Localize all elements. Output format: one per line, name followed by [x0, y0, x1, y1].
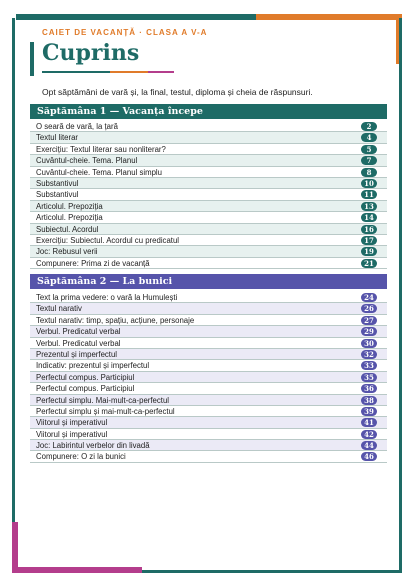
toc-entry-title: Viitorul și imperativul	[36, 418, 108, 428]
toc-entry-title: Cuvântul-cheie. Tema. Planul	[36, 156, 138, 166]
page-number-badge: 10	[361, 179, 377, 188]
toc-entry-title: Articolul. Prepoziția	[36, 201, 103, 211]
toc-entry-title: Perfectul simplu și mai-mult-ca-perfectul	[36, 406, 175, 416]
toc-entry[interactable]	[30, 303, 387, 314]
toc-entry[interactable]	[30, 121, 387, 132]
title-underline-orange	[110, 71, 148, 73]
toc-list-week-1	[30, 121, 387, 269]
frame-right-border	[399, 18, 402, 573]
page-number-badge: 35	[361, 373, 377, 382]
toc-entry[interactable]	[30, 155, 387, 166]
toc-entry-title: Verbul. Predicatul verbal	[36, 327, 121, 337]
intro-text: Opt săptămâni de vară și, la final, testul, diploma și cheia de răspunsuri.	[42, 87, 313, 97]
toc-entry-title: Verbul. Predicatul verbal	[36, 338, 121, 348]
page-number-badge: 11	[361, 190, 377, 199]
toc-list-week-2	[30, 292, 387, 463]
toc-entry-title: Subiectul. Acordul	[36, 224, 99, 234]
toc-entry[interactable]	[30, 235, 387, 246]
title-underline-teal	[42, 71, 110, 73]
toc-entry[interactable]	[30, 178, 387, 189]
page-number-badge: 30	[361, 339, 377, 348]
page-number-badge: 39	[361, 407, 377, 416]
toc-entry-title: Joc: Rebusul verii	[36, 247, 98, 257]
page-number-badge: 32	[361, 350, 377, 359]
page-number-badge: 27	[361, 316, 377, 325]
toc-entry-title: Viitorul și imperativul	[36, 429, 108, 439]
corner-magenta-bottom-vertical	[12, 522, 18, 573]
page-number-badge: 4	[361, 133, 377, 142]
toc-entry-title: Compunere: Prima zi de vacanță	[36, 258, 150, 268]
toc-entry-title: Perfectul compus. Participiul	[36, 384, 135, 394]
section-header-week-2: Săptămâna 2 — La bunici	[30, 274, 387, 289]
toc-entry[interactable]	[30, 189, 387, 200]
page-number-badge: 2	[361, 122, 377, 131]
page-number-badge: 13	[361, 202, 377, 211]
page-number-badge: 36	[361, 384, 377, 393]
toc-entry[interactable]	[30, 349, 387, 360]
toc-entry[interactable]	[30, 224, 387, 235]
toc-entry-title: Prezentul și imperfectul	[36, 349, 118, 359]
toc-entry[interactable]	[30, 201, 387, 212]
toc-entry[interactable]	[30, 167, 387, 178]
toc-entry-title: Perfectul compus. Participiul	[36, 372, 135, 382]
page-number-badge: 41	[361, 418, 377, 427]
frame-left-border	[12, 18, 15, 573]
toc-entry-title: Joc: Labirintul verbelor din livadă	[36, 441, 150, 451]
page-number-badge: 19	[361, 247, 377, 256]
toc-entry[interactable]	[30, 372, 387, 383]
page-number-badge: 26	[361, 304, 377, 313]
toc-entry-title: Indicativ: prezentul și imperfectul	[36, 361, 150, 371]
page-number-badge: 38	[361, 396, 377, 405]
toc-entry[interactable]	[30, 144, 387, 155]
toc-entry-title: Articolul. Prepoziția	[36, 213, 103, 223]
toc-entry[interactable]	[30, 315, 387, 326]
toc-entry-title: Substantivul	[36, 178, 79, 188]
corner-magenta-bottom-horizontal	[12, 567, 142, 573]
toc-entry-title: Compunere: O zi la bunici	[36, 452, 126, 462]
toc-entry[interactable]	[30, 212, 387, 223]
toc-entry[interactable]	[30, 132, 387, 143]
page-number-badge: 16	[361, 225, 377, 234]
toc-entry[interactable]	[30, 292, 387, 303]
toc-entry[interactable]	[30, 360, 387, 371]
toc-entry[interactable]	[30, 383, 387, 394]
page-number-badge: 5	[361, 145, 377, 154]
toc-entry-title: Text la prima vedere: o vară la Humulești	[36, 293, 178, 302]
toc-entry[interactable]	[30, 258, 387, 269]
toc-entry-title: O seară de vară, la țară	[36, 122, 118, 131]
toc-entry-title: Textul narativ	[36, 304, 82, 314]
top-bar-teal	[16, 14, 256, 20]
toc-entry[interactable]	[30, 451, 387, 462]
toc-entry-title: Perfectul simplu. Mai-mult-ca-perfectul	[36, 395, 170, 405]
page-number-badge: 33	[361, 361, 377, 370]
page-number-badge: 29	[361, 327, 377, 336]
toc-entry[interactable]	[30, 395, 387, 406]
toc-entry-title: Textul narativ: timp, spațiu, acțiune, personaje	[36, 315, 195, 325]
title-accent-bar	[30, 42, 34, 76]
toc-entry-title: Textul literar	[36, 133, 79, 143]
page-title: Cuprins	[42, 40, 140, 66]
page-number-badge: 24	[361, 293, 377, 302]
toc-entry-title: Cuvântul-cheie. Tema. Planul simplu	[36, 167, 162, 177]
page-number-badge: 21	[361, 259, 377, 268]
page-number-badge: 8	[361, 168, 377, 177]
top-bar-orange	[256, 14, 402, 20]
page-number-badge: 14	[361, 213, 377, 222]
toc-entry[interactable]	[30, 440, 387, 451]
page-number-badge: 44	[361, 441, 377, 450]
toc-entry[interactable]	[30, 246, 387, 257]
toc-entry[interactable]	[30, 326, 387, 337]
page-number-badge: 17	[361, 236, 377, 245]
toc-entry-title: Substantivul	[36, 190, 79, 200]
toc-entry[interactable]	[30, 429, 387, 440]
toc-entry[interactable]	[30, 406, 387, 417]
toc-entry-title: Exercițiu: Subiectul. Acordul cu predicatul	[36, 235, 180, 245]
book-subtitle: CAIET DE VACANȚĂ · CLASA A V-A	[42, 28, 208, 37]
section-header-week-1: Săptămâna 1 — Vacanța începe	[30, 104, 387, 119]
toc-entry[interactable]	[30, 338, 387, 349]
page-number-badge: 46	[361, 452, 377, 461]
toc-entry-title: Exercițiu: Textul literar sau nonliterar?	[36, 144, 166, 154]
page-number-badge: 42	[361, 430, 377, 439]
title-underline-magenta	[148, 71, 174, 73]
page-number-badge: 7	[361, 156, 377, 165]
toc-entry[interactable]	[30, 417, 387, 428]
